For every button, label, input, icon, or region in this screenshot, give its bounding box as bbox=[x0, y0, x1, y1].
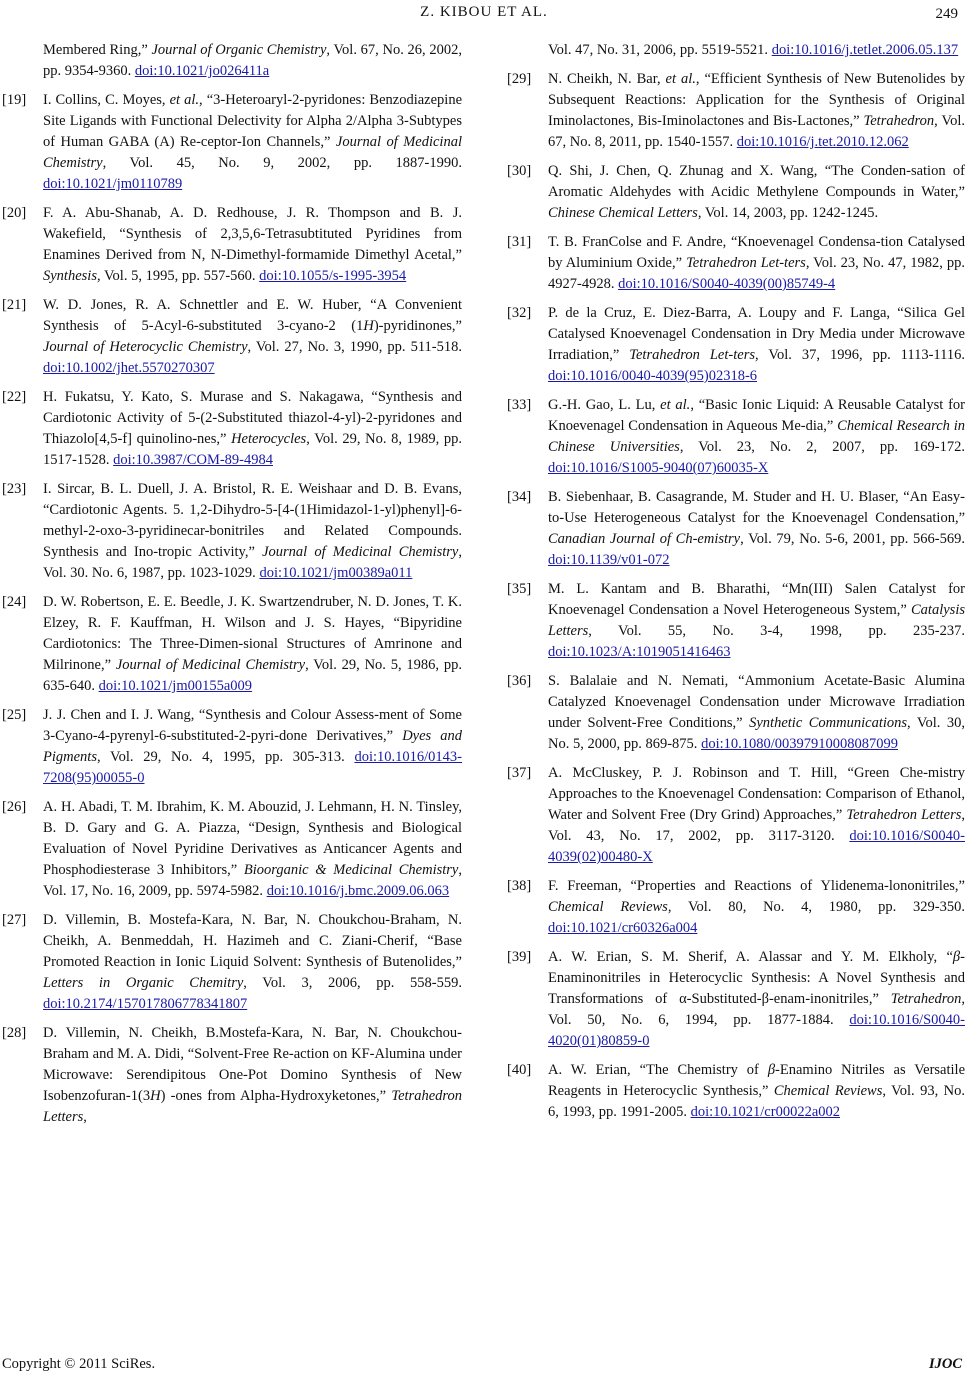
doi-link[interactable]: doi:10.1055/s-1995-3954 bbox=[259, 268, 407, 284]
reference-entry bbox=[2, 592, 462, 697]
text-run: , Vol. 27, No. 3, 1990, pp. 511-518. bbox=[247, 339, 462, 355]
doi-link[interactable]: doi:10.1016/j.tet.2010.12.062 bbox=[736, 134, 909, 150]
text-run: , Vol. 3, 2006, pp. 558-559. bbox=[243, 975, 463, 991]
reference-text bbox=[548, 487, 965, 571]
reference-number: [38] bbox=[507, 878, 532, 894]
italic-text: et al. bbox=[169, 92, 200, 108]
text-run: , Vol. 67, No. 26, 2002, pp. 9354-9360. bbox=[43, 42, 462, 79]
reference-text bbox=[548, 69, 965, 153]
italic-text: Journal of Heterocyclic Chemistry bbox=[43, 339, 248, 355]
reference-text bbox=[548, 763, 965, 868]
reference-entry bbox=[2, 203, 462, 287]
reference-entry bbox=[2, 479, 462, 584]
reference-text bbox=[548, 303, 965, 387]
text-run: , Vol. 93, No. 6, 1993, pp. 1991-2005. bbox=[548, 1083, 965, 1120]
doi-link[interactable]: doi:10.3987/COM-89-4984 bbox=[113, 452, 273, 468]
text-run: B. Siebenhaar, B. Casagrande, M. Studer and H. U. Blaser, “An Easy-to-Use Heterogeneous Catalyst for the Knoevenagel Condensation,” bbox=[548, 489, 965, 526]
journal-abbreviation: IJOC bbox=[928, 1356, 962, 1372]
text-run: -Enamino Nitriles as Versatile Reagents in Heterocyclic Synthesis,” bbox=[548, 1062, 966, 1099]
page-header bbox=[0, 0, 968, 30]
text-run: Membered Ring,” bbox=[43, 42, 152, 58]
reference-number: [23] bbox=[2, 481, 27, 497]
text-run: , Vol. 23, No. 2, 2007, pp. 169-172. bbox=[679, 439, 965, 455]
reference-entry bbox=[507, 763, 965, 868]
reference-text bbox=[43, 910, 462, 1015]
doi-link[interactable]: doi:10.2174/157017806778341807 bbox=[43, 996, 248, 1012]
reference-text bbox=[548, 161, 965, 224]
reference-number: [22] bbox=[2, 389, 27, 405]
italic-text: β bbox=[767, 1062, 776, 1078]
text-run: , Vol. 14, 2003, pp. 1242-1245. bbox=[697, 205, 879, 221]
text-run: G.-H. Gao, L. Lu, bbox=[548, 397, 661, 413]
reference-number: [24] bbox=[2, 594, 27, 610]
text-run: , Vol. 50, No. 6, 1994, pp. 1877-1884. bbox=[548, 991, 965, 1028]
text-run: J. J. Chen and I. J. Wang, “Synthesis and Colour Assess-ment of Some 3-Cyano-4-pyrenyl-6-substituted-2-pyri-done Derivatives,” bbox=[43, 707, 462, 744]
reference-text bbox=[43, 797, 462, 902]
reference-text bbox=[548, 671, 965, 755]
reference-entry bbox=[507, 876, 965, 939]
text-run: P. de la Cruz, E. Diez-Barra, A. Loupy and F. Langa, “Silica Gel Catalysed Knoevenagel Condensation in Dry Media under Microwave Irradiation,” bbox=[548, 305, 965, 363]
text-run: M. L. Kantam and B. Bharathi, “Mn(III) Salen Catalyst for Knoevenagel Condensation a Novel Heterogeneous System,” bbox=[548, 581, 965, 618]
italic-text: β bbox=[952, 949, 961, 965]
reference-text bbox=[548, 232, 965, 295]
italic-text: H bbox=[150, 1088, 161, 1104]
doi-link[interactable]: doi:10.1016/0143-7208(95)00055-0 bbox=[43, 749, 462, 786]
text-run: F. Freeman, “Properties and Reactions of Ylidenema-lononitriles,” bbox=[548, 878, 965, 894]
doi-link[interactable]: doi:10.1016/0040-4039(95)02318-6 bbox=[548, 368, 758, 384]
text-run: , Vol. 37, 1996, pp. 1113-1116. bbox=[754, 347, 965, 363]
text-run: F. A. Abu-Shanab, A. D. Redhouse, J. R. Thompson and B. J. Wakefield, “Synthesis of 2,3,5,6-Tetrasubtituted Pyridines from Enamines Derived from N, N-Dimethyl-formamide Dimethyl Acetal,” bbox=[43, 205, 462, 263]
reference-text bbox=[43, 295, 462, 379]
reference-number: [32] bbox=[507, 305, 532, 321]
doi-link[interactable]: doi:10.1139/v01-072 bbox=[548, 552, 670, 568]
reference-entry bbox=[507, 947, 965, 1052]
doi-link[interactable]: doi:10.1016/S0040-4039(02)00480-X bbox=[548, 828, 965, 865]
text-run: A. H. Abadi, T. M. Ibrahim, K. M. Abouzid, J. Lehmann, H. N. Tinsley, B. D. Gary and G. A. Piazza, “Design, Synthesis and Biological Evaluation of Novel Pyridine Derivatives as Anticancer Agents and Phosphodiesterase 3 Inhibitors,” bbox=[43, 799, 462, 878]
italic-text: Chemical Reviews bbox=[773, 1083, 883, 1099]
reference-entry bbox=[2, 1023, 462, 1128]
doi-link[interactable]: doi:10.1021/cr00022a002 bbox=[690, 1104, 841, 1120]
text-run: A. McCluskey, P. J. Robinson and T. Hill, “Green Che-mistry Approaches to the Knoevenagel Condensation: Comparison of Ethanol, Water and Solvent Free (Dry Grind) Approaches,” bbox=[548, 765, 965, 823]
reference-text bbox=[548, 876, 965, 939]
text-run: , Vol. 17, No. 16, 2009, pp. 5974-5982. bbox=[43, 862, 462, 899]
reference-text bbox=[43, 592, 462, 697]
reference-number: [28] bbox=[2, 1025, 27, 1041]
reference-entry bbox=[507, 671, 965, 755]
reference-number: [25] bbox=[2, 707, 27, 723]
reference-number: [40] bbox=[507, 1062, 532, 1078]
text-run: S. Balalaie and N. Nemati, “Ammonium Acetate-Basic Alumina Catalyzed Knoevenagel Condensation under Microwave Irradiation under Solvent-Free Conditions,” bbox=[548, 673, 965, 731]
reference-number: [30] bbox=[507, 163, 532, 179]
text-run: )-pyridinones,” bbox=[373, 318, 462, 334]
italic-text: Chinese Chemical Letters bbox=[548, 205, 698, 221]
reference-continuation bbox=[2, 40, 462, 82]
italic-text: Journal of Medicinal Chemistry bbox=[43, 134, 462, 171]
text-run: ) -ones from Alpha-Hydroxyketones,” bbox=[160, 1088, 392, 1104]
reference-number: [34] bbox=[507, 489, 532, 505]
text-run: I. Collins, C. Moyes, bbox=[43, 92, 170, 108]
text-run: D. W. Robertson, E. E. Beedle, J. K. Swartzendruber, N. D. Jones, T. K. Elzey, R. F. Kauffman, H. Wilson and J. S. Hayes, “Bipyridine Cardiotonics: The Three-Dimen-sional Structures of Amrinone and Milrinone,” bbox=[43, 594, 462, 673]
italic-text: Chemical Research in Chinese Universities bbox=[548, 418, 965, 455]
doi-link[interactable]: doi:10.1021/jm00155a009 bbox=[98, 678, 253, 694]
running-title: Z. KIBOU ET AL. bbox=[420, 4, 548, 20]
doi-link[interactable]: doi:10.1021/jm0110789 bbox=[43, 176, 183, 192]
text-run: , Vol. 29, No. 5, 1986, pp. 635-640. bbox=[43, 657, 463, 694]
text-run: , Vol. 5, 1995, pp. 557-560. bbox=[96, 268, 260, 284]
references-right-column bbox=[507, 40, 965, 1131]
italic-text: Journal of Medicinal Chemistry bbox=[115, 657, 306, 673]
reference-number: [35] bbox=[507, 581, 532, 597]
italic-text: Tetrahedron bbox=[863, 113, 935, 129]
italic-text: Synthetic Communications bbox=[749, 715, 908, 731]
doi-link[interactable]: doi:10.1016/j.tetlet.2006.05.137 bbox=[771, 42, 959, 58]
text-run: , Vol. 67, No. 8, 2011, pp. 1540-1557. bbox=[548, 113, 965, 150]
reference-text bbox=[43, 479, 462, 584]
reference-entry bbox=[507, 161, 965, 224]
text-run: A. W. Erian, “The Chemistry of bbox=[548, 1062, 768, 1078]
reference-entry bbox=[2, 90, 462, 195]
reference-entry bbox=[507, 69, 965, 153]
italic-text: Journal of Organic Chemistry bbox=[151, 42, 327, 58]
text-run: , Vol. 43, No. 17, 2002, pp. 3117-3120. bbox=[548, 807, 965, 844]
reference-text bbox=[548, 1060, 965, 1123]
italic-text: Chemical Reviews bbox=[548, 899, 668, 915]
italic-text: Dyes and Pigments bbox=[43, 728, 462, 765]
italic-text: et al. bbox=[660, 397, 691, 413]
reference-entry bbox=[507, 232, 965, 295]
text-run: , Vol. 23, No. 47, 1982, pp. 4927-4928. bbox=[548, 255, 966, 292]
reference-entry bbox=[507, 395, 965, 479]
reference-number: [19] bbox=[2, 92, 27, 108]
text-run: Q. Shi, J. Chen, Q. Zhunag and X. Wang, “The Conden-sation of Aromatic Aldehydes with Acidic Methylene Compounds in Water,” bbox=[548, 163, 965, 200]
reference-entry bbox=[2, 797, 462, 902]
reference-text bbox=[548, 579, 965, 663]
reference-text bbox=[548, 395, 965, 479]
doi-link[interactable]: doi:10.1021/jm00389a011 bbox=[259, 565, 413, 581]
italic-text: Bioorganic & Medicinal Chemistry bbox=[243, 862, 459, 878]
text-run: , Vol. 29, No. 4, 1995, pp. 305-313. bbox=[96, 749, 355, 765]
reference-text bbox=[548, 947, 965, 1052]
reference-number: [33] bbox=[507, 397, 532, 413]
italic-text: et al. bbox=[665, 71, 696, 87]
text-run: D. Villemin, N. Cheikh, B.Mostefa-Kara, N. Bar, N. Choukchou-Braham and M. A. Didi, “Solvent-Free Re-action on KF-Alumina under Microwave: Serendipitous One-Pot Domino Synthesis of New Isobenzofuran-1(3 bbox=[43, 1025, 462, 1104]
italic-text: Tetrahedron bbox=[890, 991, 962, 1007]
reference-entry bbox=[507, 1060, 965, 1123]
italic-text: Tetrahedron Let-ters bbox=[686, 255, 806, 271]
copyright-notice: Copyright © 2011 SciRes. bbox=[2, 1356, 156, 1372]
doi-link[interactable]: doi:10.1016/S0040-4020(01)80859-0 bbox=[548, 1012, 965, 1049]
reference-entry bbox=[507, 487, 965, 571]
reference-number: [36] bbox=[507, 673, 532, 689]
text-run: I. Sircar, B. L. Duell, J. A. Bristol, R. E. Weishaar and D. B. Evans, “Cardiotonic Agents. 5. 1,2-Dihydro-5-[4-(1Himidazol-1-yl)phenyl]-6-methyl-2-oxo-3-pyridinecar-bonitriles and Related Compounds. Synthesis and Ino-tropic Activity,” bbox=[43, 481, 462, 560]
reference-text bbox=[43, 1023, 462, 1128]
reference-number: [29] bbox=[507, 71, 532, 87]
doi-link[interactable]: doi:10.1002/jhet.5570270307 bbox=[43, 360, 215, 376]
italic-text: Journal of Medicinal Chemistry bbox=[262, 544, 459, 560]
italic-text: Tetrahedron Letters bbox=[43, 1088, 462, 1125]
italic-text: Catalysis Letters bbox=[548, 602, 965, 639]
reference-entry bbox=[2, 910, 462, 1015]
reference-text bbox=[43, 40, 462, 82]
text-run: , Vol. 79, No. 5-6, 2001, pp. 566-569. bbox=[740, 531, 966, 547]
text-run: , “Efficient Synthesis of New Butenolides by Subsequent Reactions: Application for the Synthesis of Original Iminolactones, Bis-Iminolactones and Bis-Lactones,” bbox=[548, 71, 966, 129]
reference-number: [31] bbox=[507, 234, 532, 250]
text-run: D. Villemin, B. Mostefa-Kara, N. Bar, N. Choukchou-Braham, N. Cheikh, A. Benmeddah, H. Hazimeh and C. Ziani-Cherif, “Base Promoted Reaction in Ionic Liquid Solvent: Synthesis of Butenolides,” bbox=[43, 912, 462, 970]
doi-link[interactable]: doi:10.1016/S1005-9040(07)60035-X bbox=[548, 460, 769, 476]
italic-text: Synthesis bbox=[43, 268, 97, 284]
text-run: -Enaminonitriles in Heterocyclic Synthesis: A Novel Synthesis and Transformations of α-Substituted-β-enam-inonitriles,” bbox=[548, 949, 965, 1007]
reference-number: [20] bbox=[2, 205, 27, 221]
reference-text bbox=[43, 203, 462, 287]
text-run: , “3-Heteroaryl-2-pyridones: Benzodiazepine Site Ligands with Functional Delectivity for Alpha 2/Alpha 3-Subtypes of Human GABA (A) Re-ceptor-Ion Channels,” bbox=[43, 92, 463, 150]
italic-text: H bbox=[363, 318, 374, 334]
reference-entry bbox=[507, 579, 965, 663]
text-run: , bbox=[83, 1109, 87, 1125]
page-number: 249 bbox=[935, 6, 958, 22]
text-run: , Vol. 45, No. 9, 2002, pp. 1887-1990. bbox=[102, 155, 462, 171]
reference-entry bbox=[2, 295, 462, 379]
reference-text bbox=[43, 387, 462, 471]
text-run: , Vol. 30. No. 6, 1987, pp. 1023-1029. bbox=[43, 544, 462, 581]
text-run: T. B. FranColse and F. Andre, “Knoevenagel Condensa-tion Catalysed by Aluminium Oxide,” bbox=[548, 234, 965, 271]
text-run: H. Fukatsu, Y. Kato, S. Murase and S. Nakagawa, “Synthesis and Cardiotonic Activity of 5-(2-Substituted thiazol-4-yl)-2-pyridones and Thiazolo[4,5-f] quinolino-nes,” bbox=[43, 389, 462, 447]
text-run: , Vol. 55, No. 3-4, 1998, pp. 235-237. bbox=[588, 623, 965, 639]
italic-text: Tetrahedron Letters bbox=[846, 807, 962, 823]
doi-link[interactable]: doi:10.1021/cr60326a004 bbox=[548, 920, 698, 936]
italic-text: Letters in Organic Chemitry bbox=[43, 975, 244, 991]
reference-number: [39] bbox=[507, 949, 532, 965]
reference-text bbox=[43, 705, 462, 789]
text-run: N. Cheikh, N. Bar, bbox=[548, 71, 666, 87]
italic-text: Tetrahedron Let-ters bbox=[629, 347, 755, 363]
reference-text bbox=[43, 90, 462, 195]
references-left-column bbox=[2, 40, 462, 1136]
text-run: , Vol. 29, No. 8, 1989, pp. 1517-1528. bbox=[43, 431, 463, 468]
text-run: W. D. Jones, R. A. Schnettler and E. W. Huber, “A Convenient Synthesis of 5-Acyl-6-substituted 3-cyano-2 (1 bbox=[43, 297, 462, 334]
text-run: Vol. 47, No. 31, 2006, pp. 5519-5521. bbox=[548, 42, 772, 58]
italic-text: Canadian Journal of Ch-emistry bbox=[548, 531, 741, 547]
reference-text bbox=[548, 40, 965, 61]
reference-entry bbox=[507, 303, 965, 387]
text-run: , Vol. 30, No. 5, 2000, pp. 869-875. bbox=[548, 715, 966, 752]
text-run: A. W. Erian, S. M. Sherif, A. Alassar and Y. M. Elkholy, “ bbox=[548, 949, 953, 965]
doi-link[interactable]: doi:10.1021/jo026411a bbox=[134, 63, 270, 79]
reference-number: [26] bbox=[2, 799, 27, 815]
doi-link[interactable]: doi:10.1016/S0040-4039(00)85749-4 bbox=[618, 276, 836, 292]
reference-number: [27] bbox=[2, 912, 27, 928]
doi-link[interactable]: doi:10.1023/A:1019051416463 bbox=[548, 644, 731, 660]
reference-number: [21] bbox=[2, 297, 27, 313]
reference-entry bbox=[2, 705, 462, 789]
reference-continuation bbox=[507, 40, 965, 61]
reference-number: [37] bbox=[507, 765, 532, 781]
reference-entry bbox=[2, 387, 462, 471]
text-run: , Vol. 80, No. 4, 1980, pp. 329-350. bbox=[667, 899, 965, 915]
doi-link[interactable]: doi:10.1016/j.bmc.2009.06.063 bbox=[266, 883, 450, 899]
text-run: , “Basic Ionic Liquid: A Reusable Catalyst for Knoevenagel Condensation in Aqueous Me-dia,” bbox=[548, 397, 965, 434]
italic-text: Heterocycles bbox=[231, 431, 307, 447]
doi-link[interactable]: doi:10.1080/00397910008087099 bbox=[701, 736, 899, 752]
